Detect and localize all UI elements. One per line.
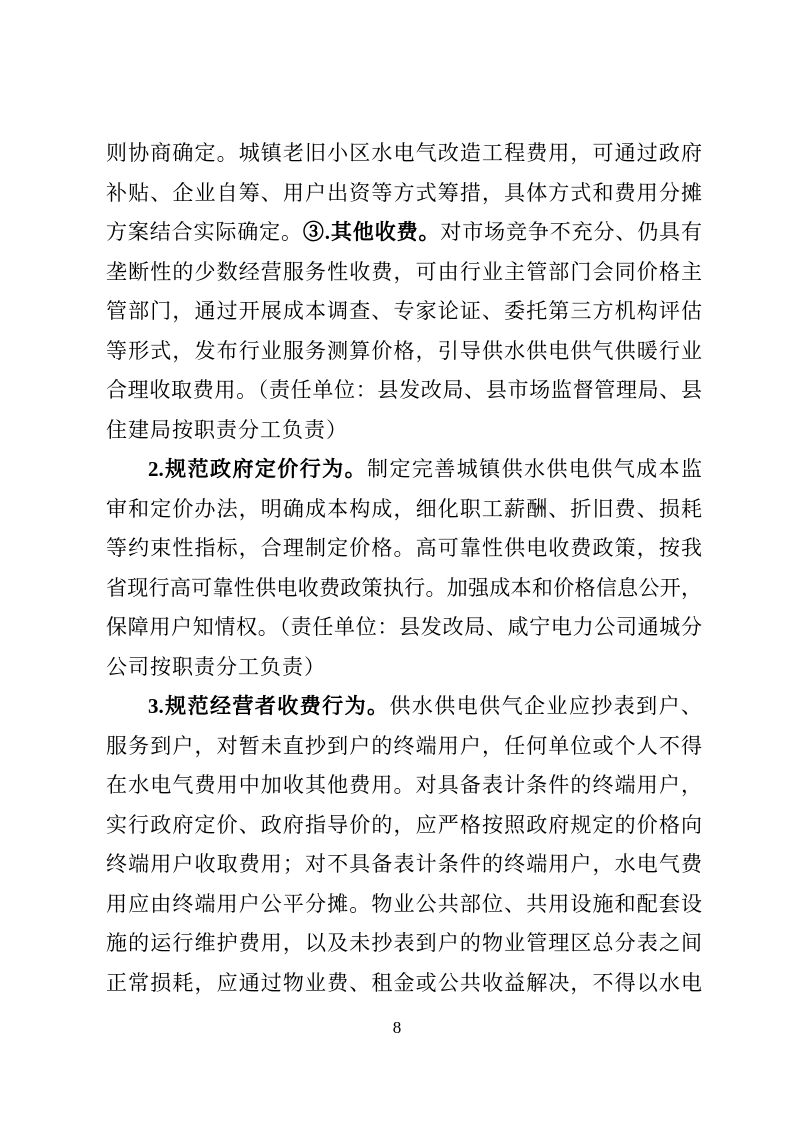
text-line bbox=[106, 687, 702, 727]
text-line bbox=[106, 648, 702, 688]
text-line bbox=[106, 608, 702, 648]
text-segment: 管部门，通过开展成本调查、专家论证、委托第三方机构评估 bbox=[106, 299, 702, 323]
text-line bbox=[106, 332, 702, 372]
text-line bbox=[106, 292, 702, 332]
text-segment: 对市场竞争不充分、仍具有 bbox=[440, 220, 703, 244]
text-segment: 补贴、企业自筹、用户出资等方式筹措，具体方式和费用分摊 bbox=[106, 180, 702, 205]
text-segment: 公司按职责分工负责） bbox=[106, 654, 326, 679]
text-segment: 供水供电供气企业应抄表到户、 bbox=[389, 694, 703, 718]
text-segment: 制定完善城镇供水供电供气成本监 bbox=[367, 457, 703, 481]
text-segment: 等形式，发布行业服务测算价格，引导供水供电供气供暖行业 bbox=[106, 338, 702, 363]
text-segment: 用应由终端用户公平分摊。物业公共部位、共用设施和配套设 bbox=[106, 891, 702, 916]
text-line bbox=[106, 924, 702, 964]
text-segment: 方案结合实际确定。 bbox=[106, 220, 303, 244]
text-line bbox=[106, 371, 702, 411]
text-segment: 则协商确定。城镇老旧小区水电气改造工程费用，可通过政府 bbox=[106, 141, 702, 165]
text-segment: 等约束性指标，合理制定价格。高可靠性供电收费政策，按我 bbox=[106, 536, 702, 560]
text-segment: 合理收取费用。（责任单位：县发改局、县市场监督管理局、县 bbox=[106, 378, 702, 402]
text-segment: 服务到户，对暂未直抄到户的终端用户，任何单位或个人不得 bbox=[106, 733, 702, 758]
text-segment: 在水电气费用中加收其他费用。对具备表计条件的终端用户， bbox=[106, 773, 702, 797]
text-segment: 终端用户收取费用；对不具备表计条件的终端用户，水电气费 bbox=[106, 852, 702, 876]
text-line bbox=[106, 727, 702, 767]
text-line bbox=[106, 411, 702, 451]
text-segment: 正常损耗，应通过物业费、租金或公共收益解决，不得以水电 bbox=[106, 970, 702, 995]
text-line bbox=[106, 174, 702, 214]
document-body bbox=[106, 134, 702, 1003]
text-line bbox=[106, 766, 702, 806]
text-line bbox=[106, 569, 702, 609]
text-line bbox=[106, 213, 702, 253]
text-segment: 保障用户知情权。（责任单位：县发改局、咸宁电力公司通城分 bbox=[106, 615, 702, 639]
text-line bbox=[106, 885, 702, 925]
text-segment: 住建局按职责分工负责） bbox=[106, 417, 348, 442]
text-line bbox=[106, 450, 702, 490]
bold-text-segment: 3.规范经营者收费行为。 bbox=[148, 694, 390, 718]
page-number: 8 bbox=[392, 1018, 402, 1037]
text-segment: 实行政府定价、政府指导价的，应严格按照政府规定的价格向 bbox=[106, 812, 702, 837]
text-line bbox=[106, 490, 702, 530]
bold-text-segment: ③.其他收费。 bbox=[302, 220, 441, 244]
bold-text-segment: 2.规范政府定价行为。 bbox=[148, 457, 368, 481]
text-segment: 审和定价办法，明确成本构成，细化职工薪酬、折旧费、损耗 bbox=[106, 496, 702, 521]
text-line bbox=[106, 964, 702, 1004]
text-segment: 施的运行维护费用，以及未抄表到户的物业管理区总分表之间 bbox=[106, 931, 702, 955]
text-segment: 垄断性的少数经营服务性收费，可由行业主管部门会同价格主 bbox=[106, 259, 702, 284]
text-line bbox=[106, 529, 702, 569]
text-line bbox=[106, 253, 702, 293]
text-line bbox=[106, 845, 702, 885]
text-line bbox=[106, 134, 702, 174]
text-line bbox=[106, 806, 702, 846]
text-segment: 省现行高可靠性供电收费政策执行。加强成本和价格信息公开， bbox=[106, 575, 702, 600]
